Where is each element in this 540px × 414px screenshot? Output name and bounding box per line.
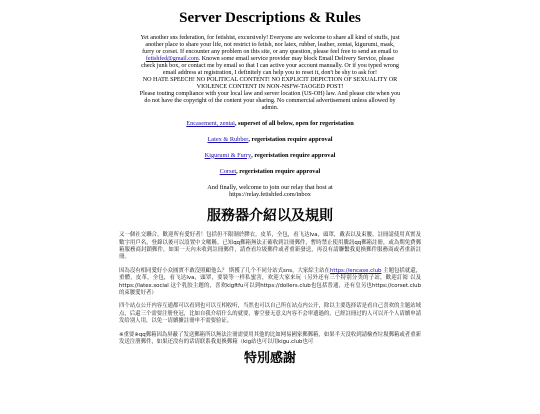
sub-site-corset (0, 168, 540, 176)
cn-paragraph-3 (119, 303, 421, 325)
rule-line-1: NO HATE SPEECH! NO POLITICAL CONTENT! NO EXPLICIT DEPICTION OF SEXUALITY OR VIOLENCE CONTENT IN NON-NSFW-TAOGED POST! (142, 77, 398, 91)
cn-paragraph-2 (119, 268, 421, 298)
sub-site-encasement-link[interactable]: Encasement, zentai (186, 119, 235, 127)
cn-paragraph-3-text: 四个站点公开内容互通都可以看到也可以互相收听，当然也可以自己所在站点内公开，除以主要选择话是看自己喜欢的主题站域点，后還三个需要注册登冠，比如自我介绍什么的就要，審空發无意义内容不会审遗過的，已經註冊过的人可以开个人请續申請 发给别人用，以免一请續擴註冊申不需要验证。 (119, 303, 421, 325)
sub-site-kigurumi (0, 152, 540, 160)
rule-line-2: Please touting compliance with your local law and server location (US-OH) law. And please cite when you do not have the copyright of the content your sharing. No commercial advertisement unless allowed by admin. (139, 91, 401, 112)
cn-paragraph-4-text: ※重要※qq郵箱因為屏蔽了发送郵箱所以無法注冊需要用其他的比如网易國家郵郵箱，如果半天没收到請檢查垃圾郵箱或者重新发送注册郵件，如果还没有的话请联系我更換郵箱（kig站也可以用kigu.club也可 (119, 331, 421, 345)
intro-text-before: Yet another sns federation, for fetishist, excursively! Everyone are welcome to share all kind of stuffs, just another place to share your life, not restrict to fetish, nor latex, rubber, leather, zentai, kigurumi, mask, furry or corset. If encounter any problem on this site, or any question, please feel free to send an email to (140, 35, 400, 56)
chinese-title: 服務器介紹以及規則 (207, 208, 333, 225)
cn-paragraph-1-text: 又一個社交聯合，歡迎所有愛好者！包括但不限制於膠衣，皮革，全包，看飞达lva，頭罩，戴表以及束腰。註冊請使用真實及數字用戶名，登錄以後可以設置中文暱稱。已知qq郵箱無法正確收到註冊郵件，暫時禁止使用騰訊qq郵箱註冊，或為期免費郵箱服務商封鎖郵件，如果一天內未收到註冊郵件，請查看垃圾郵件或者重新發送，再沒有請聯繫我更換郵件服務商或者重新註冊。 (119, 232, 421, 261)
chinese-footer-title: 特別感謝 (243, 351, 296, 367)
sub-site-corset-link[interactable]: Corset (219, 167, 237, 175)
intro-text-after: . Known some email service provider may block Email Delivery Service, please check junk box, or contact me by email so that I can active your account manually. Or if you typed wrong email address at registration, I definitely can help you to reset it, don't be shy to ask for! (141, 56, 399, 77)
intro-paragraph (139, 35, 401, 77)
page (0, 9, 540, 366)
sub-site-kigurumi-link[interactable]: Kigurumi & Furry (204, 151, 252, 159)
sub-site-latex (0, 136, 540, 144)
encase-club-link[interactable]: https://encase.club (329, 267, 382, 274)
relay-note: And finally, welcome to join our relay that host at https://relay.fetishfed.com/inbox (207, 183, 333, 198)
page-title: Server Descriptions & Rules (179, 10, 361, 26)
contact-email-link[interactable]: fetishfed@gmail.com (145, 56, 199, 63)
cn-paragraph-2-text: 因為沒有相同愛好小众圓實不敢沒照顧他么？ 斯獲了几个不同分站式sns，大家綜主站在 (119, 267, 330, 274)
sub-site-encasement (0, 120, 540, 128)
sub-site-corset-note: , regeristation require approval (236, 167, 321, 175)
sub-site-latex-note: , regeristation require approval (248, 135, 333, 143)
sub-sites-list (0, 120, 540, 176)
sub-site-kigurumi-note: , regeristation require approval (251, 151, 336, 159)
sub-site-latex-link[interactable]: Latex & Rubber (207, 135, 249, 143)
cn-paragraph-1 (119, 232, 421, 262)
cn-paragraph-4 (119, 332, 421, 347)
chinese-section (119, 232, 421, 346)
intro-section (139, 35, 401, 113)
sub-site-encasement-note: , superset of all below, open for regeristation (234, 119, 354, 127)
cn-paragraph-2-rest: 主題包括就還，重體，皮革，全包，看飞达lva，頭罩，要裝等一样私蜜害，欢迎大家来玩（另外还有三个特别分类的子站，歡迎訂阅 以及 https://latex.social 这个乳胶主題的，喜欢kigftfu可以到https://dollers.club也包括普通，还有皇另也https://corset.club的束腰愛好者） (119, 267, 422, 296)
